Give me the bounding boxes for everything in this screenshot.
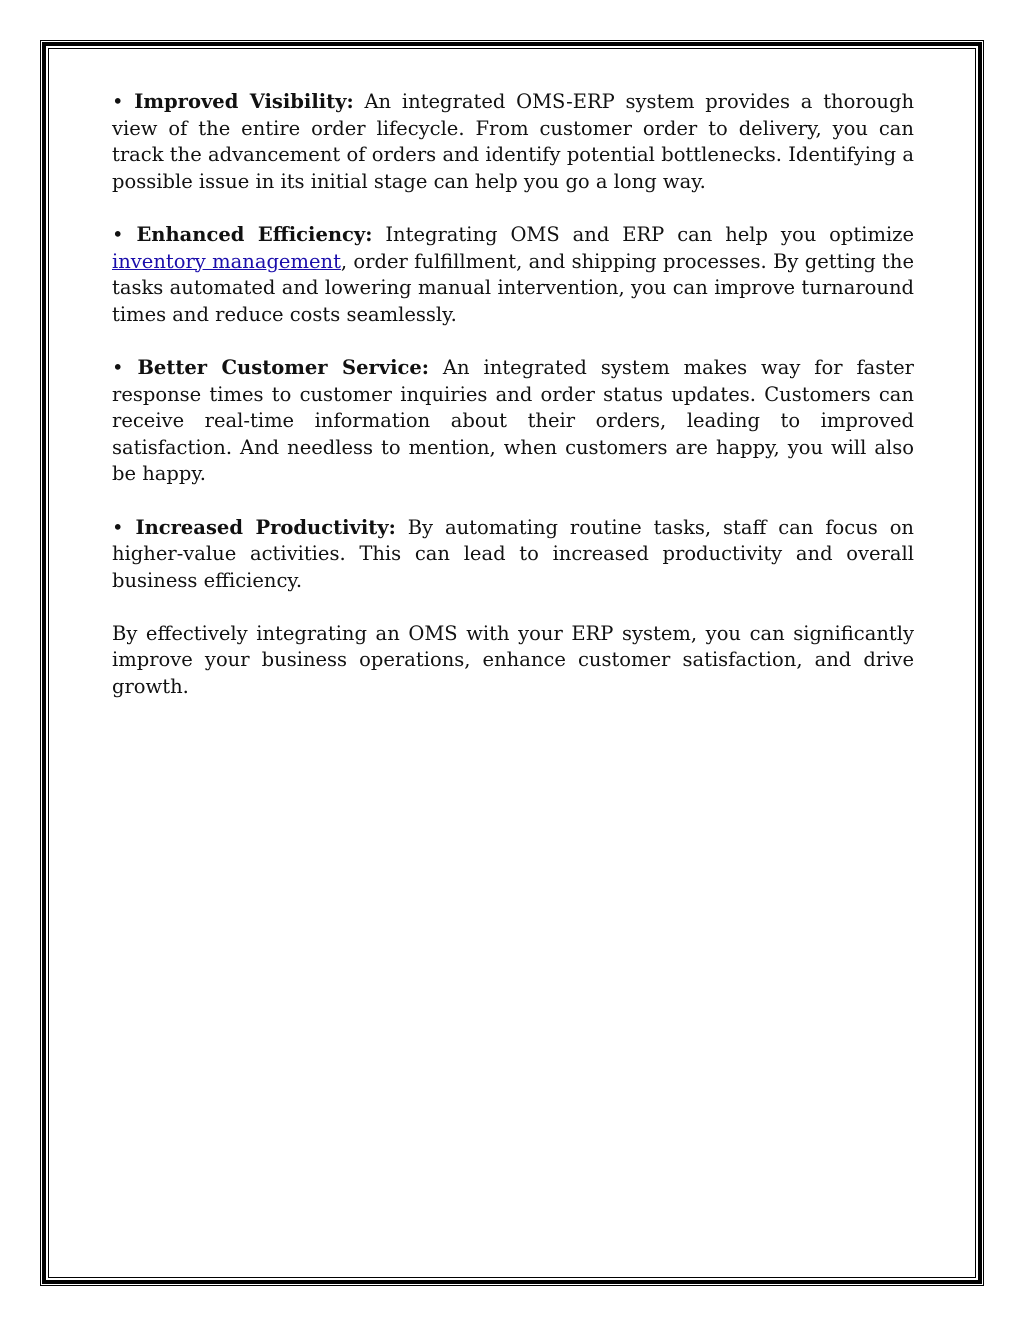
bullet-text: An integrated OMS-ERP system provides a thorough view of the entire order lifecycle. From customer order to delivery, you can track the advancement of orders and identify potential bottlenecks. Identifying a possible issue in its initial stage can help you go a long way. xyxy=(112,90,915,193)
bullet-title: Better Customer Service: xyxy=(137,355,429,379)
bullet-marker: • xyxy=(112,515,124,539)
bullet-enhanced-efficiency xyxy=(112,222,914,328)
bullet-increased-productivity xyxy=(112,515,914,595)
bullet-title: Increased Productivity: xyxy=(135,515,396,539)
bullet-marker: • xyxy=(112,90,124,113)
bullet-marker: • xyxy=(112,222,124,246)
inventory-management-link[interactable]: inventory management xyxy=(112,249,341,273)
bullet-text: By automating routine tasks, staff can focus on higher-value activities. This can lead to increased productivity and overall business efficiency. xyxy=(112,515,914,592)
closing-paragraph: By effectively integrating an OMS with your ERP system, you can significantly improve your business operations, enhance customer satisfaction, and drive growth. xyxy=(112,621,914,699)
bullet-marker: • xyxy=(112,355,124,379)
bullet-text: An integrated system makes way for faster response times to customer inquiries and order status updates. Customers can receive real-time information about their orders, leading to improved satisfaction. And needless to mention, when customers are happy, you will also be happy. xyxy=(112,355,914,486)
bullet-text: Integrating OMS and ERP can help you optimize xyxy=(372,222,914,246)
bullet-title: Enhanced Efficiency: xyxy=(136,222,373,246)
bullet-title: Improved Visibility: xyxy=(134,90,354,113)
bullet-better-customer-service xyxy=(112,355,914,488)
bullet-improved-visibility xyxy=(112,89,914,195)
document-body xyxy=(112,89,914,727)
bullet-text: , order fulfillment, and shipping processes. By getting the tasks automated and lowering manual intervention, you can improve turnaround times and reduce costs seamlessly. xyxy=(112,249,914,326)
